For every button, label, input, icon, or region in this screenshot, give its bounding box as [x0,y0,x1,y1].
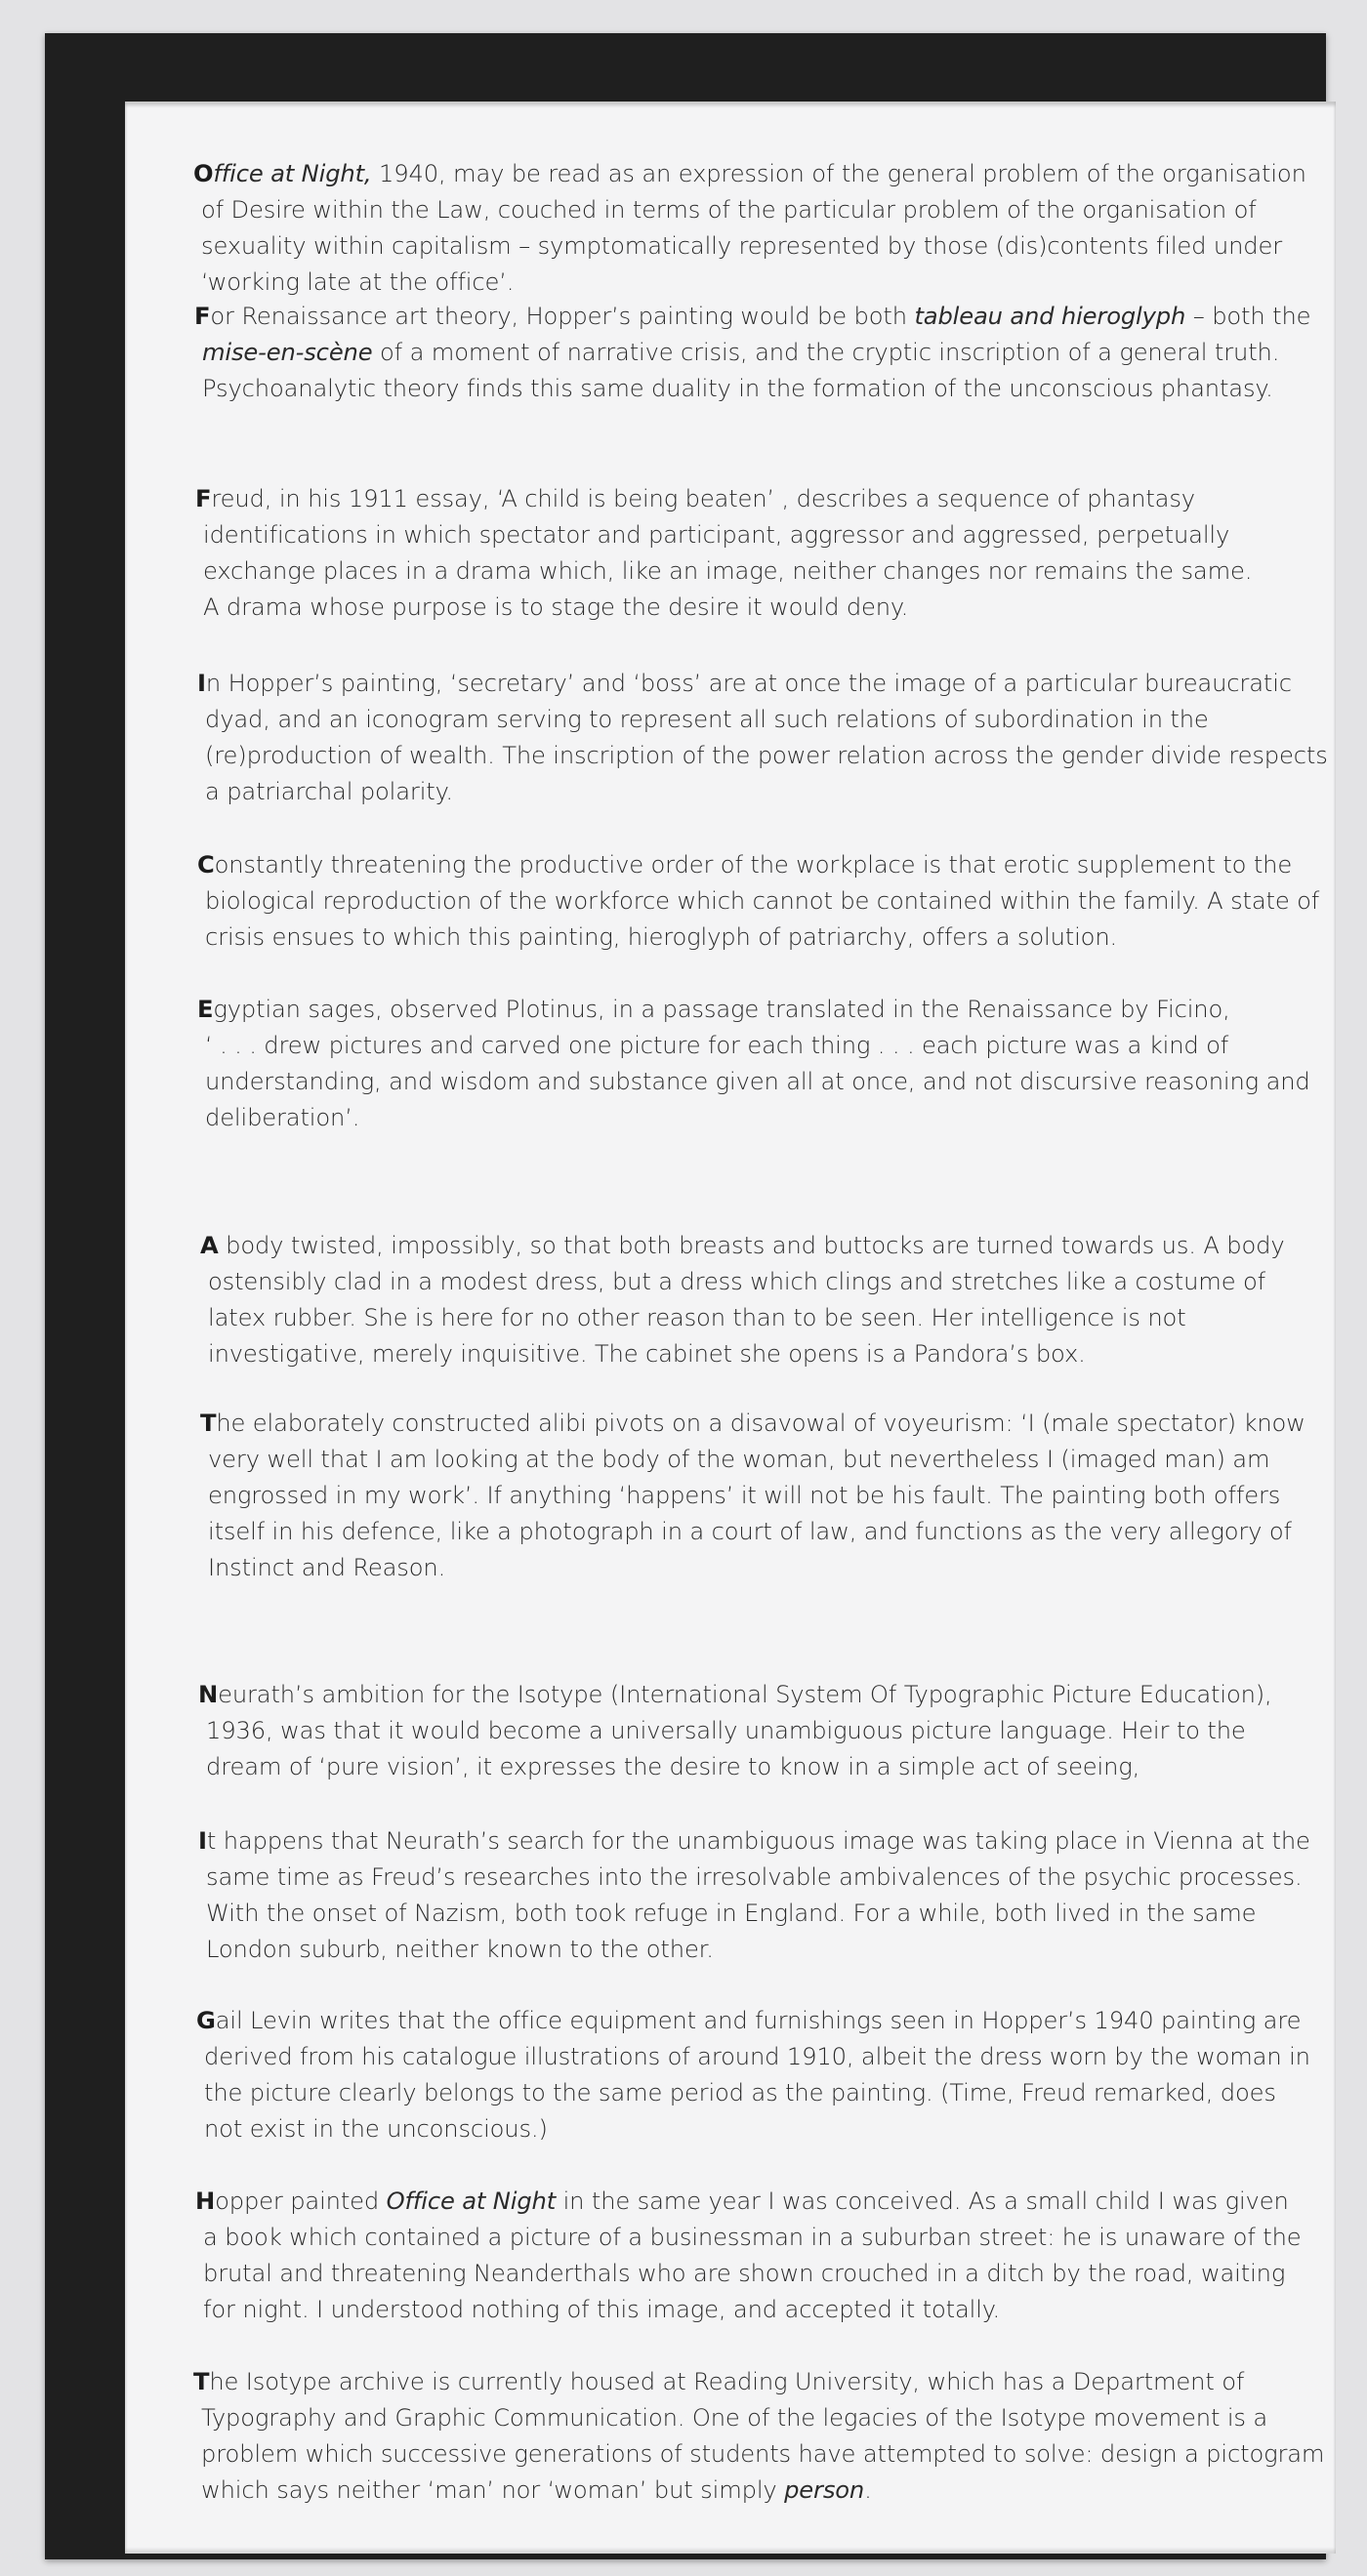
paragraph-line [198,1749,1272,1785]
text-run: latex rubber. She is here for no other reason than to be seen. Her intelligence is not [208,1304,1186,1331]
paragraph-freud-1911 [195,481,1252,626]
paragraph-office-at-night [193,156,1306,301]
italic-text: mise-en-scène [202,339,373,366]
text-run: Typography and Graphic Communication. One of the legacies of the Isotype movement is a [201,2404,1268,2432]
text-run: 1936, was that it would become a universally unambiguous picture language. Heir to the [206,1717,1246,1744]
paragraph-line [193,2364,1324,2400]
paragraph-initial: N [198,1681,219,1708]
paragraph-line [195,481,1252,517]
text-run: reud, in his 1911 essay, ‘A child is being beaten’ , describes a sequence of phantasy [211,485,1195,512]
text-run: investigative, merely inquisitive. The cabinet she opens is a Pandora’s box. [208,1340,1086,1368]
text-run: of Desire within the Law, couched in terms of the particular problem of the organisation of [201,196,1257,224]
text-run: biological reproduction of the workforce which cannot be contained within the family. A state of [205,887,1320,915]
paragraph-line [196,2039,1310,2075]
text-run: With the onset of Nazism, both took refuge in England. For a while, both lived in the same [206,1900,1257,1927]
paragraph-line [196,2075,1310,2111]
paragraph-line [193,2473,1324,2509]
text-run: – both the [1185,303,1311,330]
paragraph-initial: I [198,1827,207,1855]
paragraph-line [198,1896,1310,1932]
paragraph-body-twisted [200,1228,1285,1372]
paragraph-line [194,299,1310,335]
paragraph-initial: G [196,2007,216,2034]
paragraph-line [195,2256,1301,2292]
text-run: for night. I understood nothing of this image, and accepted it totally. [203,2296,1001,2323]
paragraph-initial: I [197,670,206,697]
text-run: gyptian sages, observed Plotinus, in a passage translated in the Renaissance by Ficino, [213,996,1230,1023]
text-run: London suburb, neither known to the other. [206,1936,714,1963]
paragraph-line [200,1264,1285,1300]
paragraph-line [197,1028,1310,1064]
paragraph-productive-order [197,847,1319,956]
italic-text: Office at Night [386,2188,557,2215]
text-run: of a moment of narrative crisis, and the cryptic inscription of a general truth. [372,339,1280,366]
text-run: brutal and threatening Neanderthals who are shown crouched in a ditch by the road, waiting [203,2260,1286,2287]
text-run: ‘working late at the office’. [201,268,515,296]
paragraph-initial: C [197,851,215,879]
paragraph-line [193,2436,1324,2473]
italic-text: tableau and hieroglyph [914,303,1186,330]
paragraph-line [196,2003,1310,2039]
paragraph-initial: T [193,2368,210,2395]
text-run: understanding, and wisdom and substance given all at once, and not discursive reasoning and [205,1068,1310,1095]
text-run: Psychoanalytic theory finds this same duality in the formation of the unconscious phantasy. [202,375,1273,402]
text-run: n Hopper’s painting, ‘secretary’ and ‘boss’ are at once the image of a particular bureaucratic [205,670,1292,697]
paragraph-hopper-painted [195,2184,1301,2328]
paragraph-initial: H [195,2188,216,2215]
paragraph-initial: F [194,303,211,330]
paragraph-initial: O [193,160,214,187]
text-run: itself in his defence, like a photograph in a court of law, and functions as the very allegory of [208,1518,1292,1545]
paragraph-line [200,1406,1305,1442]
paragraph-gail-levin [196,2003,1310,2147]
text-panel-mat [125,102,1336,2554]
paragraph-line [193,228,1306,265]
paragraph-line [197,920,1319,956]
black-frame [45,33,1326,2559]
paragraph-line [197,1100,1310,1136]
text-run: or Renaissance art theory, Hopper’s painting would be both [210,303,915,330]
paragraph-vienna [198,1823,1310,1968]
text-run: a book which contained a picture of a businessman in a suburban street: he is unaware of the [203,2224,1302,2251]
text-run: dream of ‘pure vision’, it expresses the desire to know in a simple act of seeing, [206,1753,1140,1780]
paragraph-line [195,590,1252,626]
paragraph-line [200,1550,1305,1586]
text-run: ‘ . . . drew pictures and carved one picture for each thing . . . each picture was a kind of [205,1032,1229,1059]
text-run: A drama whose purpose is to stage the desire it would deny. [203,593,909,621]
text-run: problem which successive generations of students have attempted to solve: design a pictogram [201,2440,1325,2468]
paragraph-line [197,666,1328,702]
text-run: the picture clearly belongs to the same period as the painting. (Time, Freud remarked, does [204,2079,1276,2106]
text-run: onstantly threatening the productive order of the workplace is that erotic supplement to the [214,851,1293,879]
paragraph-line [200,1300,1285,1336]
text-panel [125,102,1336,2554]
text-run: dyad, and an iconogram serving to represent all such relations of subordination in the [205,706,1209,733]
paragraph-line [194,371,1310,407]
paragraph-line [193,156,1306,192]
text-run: . [864,2476,872,2504]
text-run: eurath’s ambition for the Isotype (International System Of Typographic Picture Education), [218,1681,1272,1708]
paragraph-line [197,883,1319,920]
italic-text: ffice at Night, [213,160,372,187]
text-run: (re)production of wealth. The inscription of the power relation across the gender divide respects [205,742,1328,769]
text-run: opper painted [215,2188,387,2215]
italic-text: person [784,2476,865,2504]
text-run: sexuality within capitalism – symptomatically represented by those (dis)contents filed under [201,232,1282,260]
paragraph-line [197,702,1328,738]
paragraph-line [195,2220,1301,2256]
paragraph-isotype-archive [193,2364,1324,2509]
text-run: deliberation’. [205,1104,360,1131]
paragraph-line [200,1478,1305,1514]
paragraph-line [194,335,1310,371]
text-run: 1940, may be read as an expression of the general problem of the organisation [371,160,1306,187]
text-run: identifications in which spectator and participant, aggressor and aggressed, perpetually [203,521,1230,549]
text-run: crisis ensues to which this painting, hieroglyph of patriarchy, offers a solution. [205,923,1118,951]
text-run: a patriarchal polarity. [205,778,453,805]
text-run: body twisted, impossibly, so that both breasts and buttocks are turned towards us. A body [218,1232,1285,1259]
text-run: very well that I am looking at the body of the woman, but nevertheless I (imaged man) am [208,1446,1270,1473]
paragraph-line [195,2292,1301,2328]
paragraph-line [193,265,1306,301]
text-run: t happens that Neurath’s search for the unambiguous image was taking place in Vienna at the [206,1827,1310,1855]
text-run: ostensibly clad in a modest dress, but a dress which clings and stretches like a costume of [208,1268,1265,1295]
paragraph-line [198,1677,1272,1713]
text-run: not exist in the unconscious.) [204,2115,548,2143]
text-run: he Isotype archive is currently housed at Reading University, which has a Department of [209,2368,1245,2395]
text-run: ail Levin writes that the office equipment and furnishings seen in Hopper’s 1940 painting are [215,2007,1302,2034]
text-run: he elaborately constructed alibi pivots on a disavowal of voyeurism: ‘I (male spectator) know [216,1410,1305,1437]
paragraph-line [200,1336,1285,1372]
paragraph-alibi [200,1406,1305,1586]
paragraph-line [198,1932,1310,1968]
text-run: which says neither ‘man’ nor ‘woman’ but simply [201,2476,785,2504]
paragraph-line [196,2111,1310,2147]
paragraph-line [195,2184,1301,2220]
paragraph-line [197,1064,1310,1100]
text-run: derived from his catalogue illustrations of around 1910, albeit the dress worn by the woman in [204,2043,1310,2070]
text-run: in the same year I was conceived. As a small child I was given [556,2188,1289,2215]
paragraph-line [200,1228,1285,1264]
paragraph-line [193,192,1306,228]
paragraph-neurath-isotype [198,1677,1272,1785]
paragraph-line [195,553,1252,590]
paragraph-line [198,1860,1310,1896]
paragraph-initial: T [200,1410,217,1437]
paragraph-initial: E [197,996,214,1023]
paragraph-line [193,2400,1324,2436]
paragraph-line [200,1514,1305,1550]
paragraph-line [197,847,1319,883]
text-run: same time as Freud’s researches into the irresolvable ambivalences of the psychic processes. [206,1863,1303,1891]
paragraph-initial: A [200,1232,219,1259]
paragraph-line [198,1713,1272,1749]
paragraph-secretary-boss [197,666,1328,810]
paragraph-line [200,1442,1305,1478]
paragraph-renaissance-art-theory [194,299,1310,407]
text-run: engrossed in my work’. If anything ‘happens’ it will not be his fault. The painting both offers [208,1482,1281,1509]
paragraph-line [198,1823,1310,1860]
paragraph-line [197,992,1310,1028]
paragraph-egyptian-sages [197,992,1310,1136]
paragraph-line [197,738,1328,774]
text-run: exchange places in a drama which, like an image, neither changes nor remains the same. [203,557,1253,585]
text-run: Instinct and Reason. [208,1554,446,1581]
paragraph-line [195,517,1252,553]
paragraph-line [197,774,1328,810]
paragraph-initial: F [195,485,212,512]
